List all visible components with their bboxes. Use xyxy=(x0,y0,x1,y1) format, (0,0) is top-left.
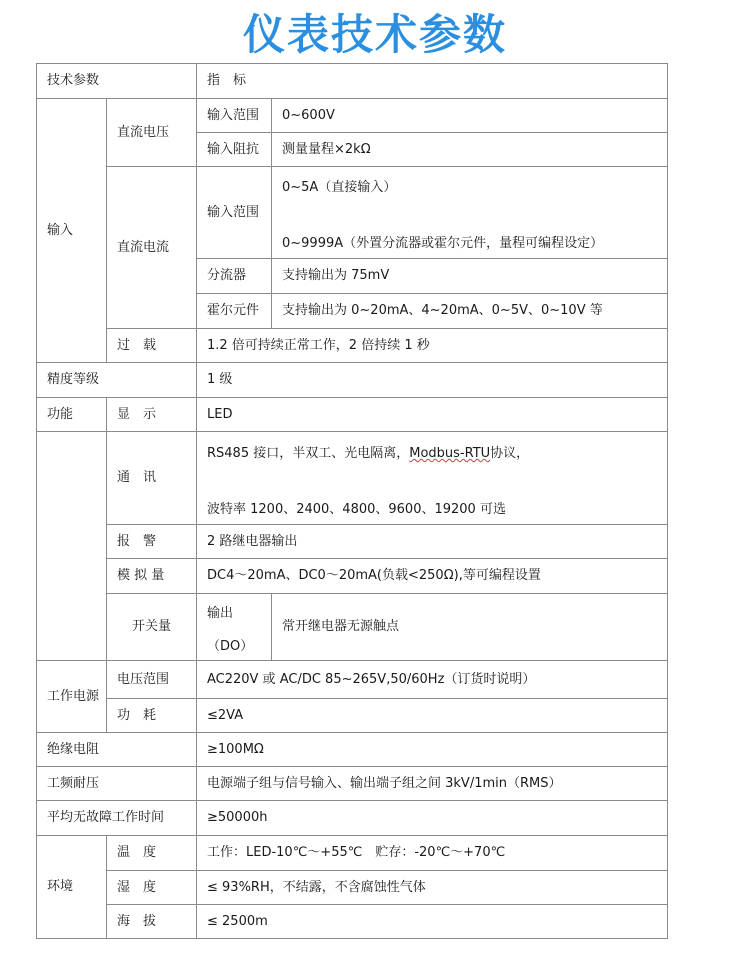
mtbf-label: 平均无故障工作时间 xyxy=(47,810,165,825)
env-altitude-label: 海 拔 xyxy=(117,913,157,929)
power-consumption-value: ≤2VA xyxy=(207,707,244,723)
accuracy-value: 1 级 xyxy=(207,372,233,387)
dci-hall-label: 霍尔元件 xyxy=(207,303,260,318)
comm-value-2: 波特率 1200、2400、4800、9600、19200 可选 xyxy=(207,502,506,517)
env-humidity-value: ≤ 93%RH，不结露，不含腐蚀性气体 xyxy=(207,879,426,895)
dci-shunt-value: 支持输出为 75mV xyxy=(282,268,390,283)
power-voltage-value: AC220V 或 AC/DC 85~265V,50/60Hz（订货时说明） xyxy=(207,671,536,687)
header-param: 技术参数 xyxy=(47,73,100,88)
env-temp-label: 温 度 xyxy=(117,845,157,860)
page-title: 仪表技术参数 xyxy=(242,10,507,59)
switch-label: 开关量 xyxy=(131,619,171,634)
switch-sub-2: （DO） xyxy=(207,639,254,654)
power-label: 工作电源 xyxy=(47,688,100,704)
comm-value-1a: RS485 接口，半双工、光电隔离， xyxy=(207,446,410,461)
withstand-label: 工频耐压 xyxy=(47,775,100,791)
analog-label: 模 拟 量 xyxy=(117,568,165,583)
power-consumption-label: 功 耗 xyxy=(117,707,157,723)
header-spec: 指 标 xyxy=(207,73,247,88)
dci-range-value-1: 0~5A（直接输入） xyxy=(282,180,397,195)
mtbf-value: ≥50000h xyxy=(207,810,268,825)
env-altitude-value: ≤ 2500m xyxy=(207,913,268,929)
accuracy-label: 精度等级 xyxy=(47,372,100,387)
insulation-value: ≥100MΩ xyxy=(207,741,264,757)
display-label: 显 示 xyxy=(117,406,157,422)
power-voltage-label: 电压范围 xyxy=(117,671,170,687)
switch-value: 常开继电器无源触点 xyxy=(282,619,400,634)
dcv-range-label: 输入范围 xyxy=(207,107,260,123)
withstand-value: 电源端子组与信号输入、输出端子组之间 3kV/1min（RMS） xyxy=(207,775,562,791)
comm-label: 通 讯 xyxy=(117,470,157,485)
alarm-label: 报 警 xyxy=(117,533,157,549)
dci-range-value-2: 0~9999A（外置分流器或霍尔元件，量程可编程设定） xyxy=(282,236,604,251)
switch-sub-1: 输出 xyxy=(207,606,234,621)
comm-value-1 xyxy=(197,444,667,464)
env-temp-value: 工作：LED-10℃～+55℃ 贮存：-20℃～+70℃ xyxy=(207,845,506,860)
insulation-label: 绝缘电阻 xyxy=(47,741,100,757)
dcv-label: 直流电压 xyxy=(117,124,170,140)
overload-label: 过 载 xyxy=(117,337,157,353)
dci-label: 直流电流 xyxy=(117,239,170,255)
dcv-imp-label: 输入阻抗 xyxy=(207,141,260,157)
dci-range-label: 输入范围 xyxy=(207,204,260,220)
input-label: 输入 xyxy=(47,222,74,238)
dci-hall-value: 支持输出为 0~20mA、4~20mA、0~5V、0~10V 等 xyxy=(282,303,603,318)
overload-value: 1.2 倍可持续正常工作，2 倍持续 1 秒 xyxy=(207,337,430,353)
dcv-imp-value: 测量量程×2kΩ xyxy=(282,141,371,157)
comm-value-1c: 协议， xyxy=(490,446,530,461)
env-label: 环境 xyxy=(47,879,74,894)
display-value: LED xyxy=(207,406,233,422)
analog-value: DC4～20mA、DC0～20mA(负载<250Ω),等可编程设置 xyxy=(207,568,541,583)
alarm-value: 2 路继电器输出 xyxy=(207,533,298,549)
dcv-range-value: 0~600V xyxy=(282,107,335,123)
function-label: 功能 xyxy=(47,406,74,422)
env-humidity-label: 湿 度 xyxy=(117,879,157,895)
comm-protocol: Modbus-RTU xyxy=(409,446,491,461)
dci-shunt-label: 分流器 xyxy=(207,268,247,283)
